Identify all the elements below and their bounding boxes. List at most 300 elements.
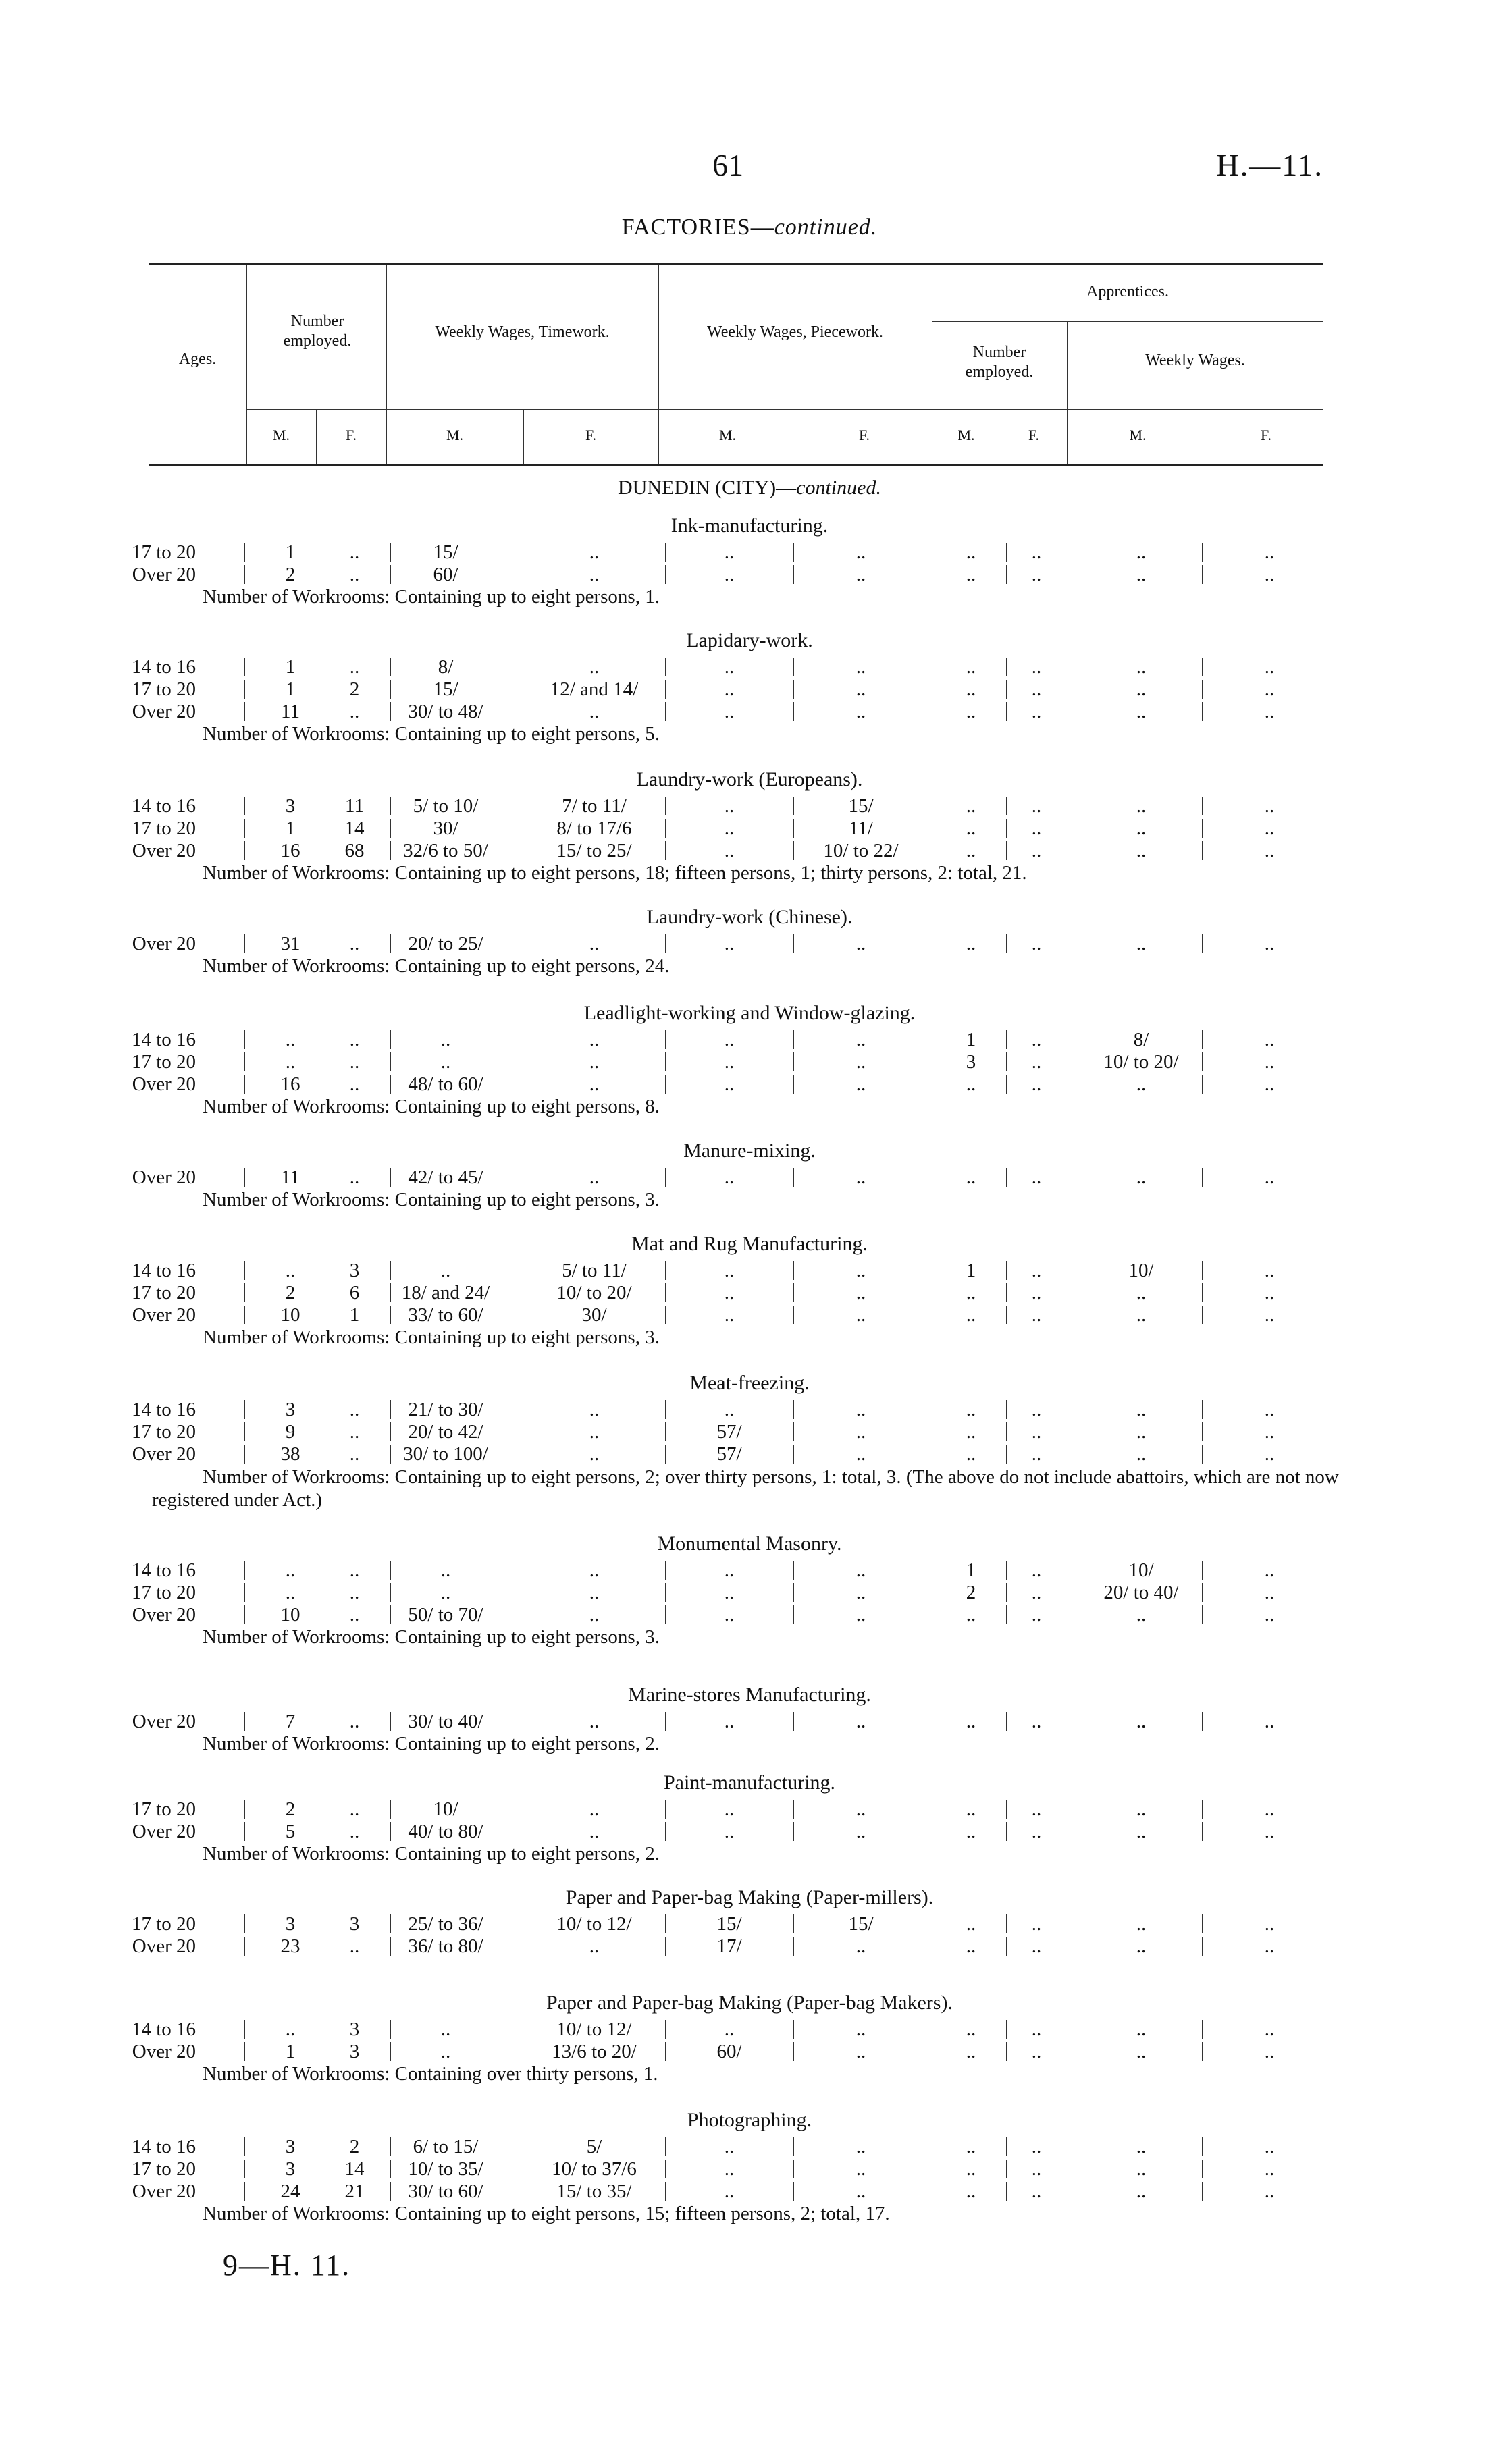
- value-cell: 15/: [848, 795, 874, 817]
- value-cell: ..: [724, 2018, 735, 2040]
- column-rule: [665, 1605, 666, 1624]
- column-rule: [1202, 2137, 1203, 2156]
- value-cell: 25/ to 36/: [408, 1913, 483, 1935]
- column-rule: [665, 819, 666, 838]
- value-cell: ..: [589, 564, 600, 585]
- column-rule: [244, 1914, 245, 1933]
- column-rule: [1202, 1712, 1203, 1731]
- column-rule: [390, 565, 391, 584]
- value-cell: ..: [1264, 840, 1275, 861]
- value-cell: ..: [1136, 1913, 1147, 1935]
- column-rule: [793, 1800, 794, 1819]
- value-cell: ..: [440, 1582, 451, 1603]
- value-cell: ..: [1136, 1167, 1147, 1188]
- column-rule: [665, 1822, 666, 1841]
- value-cell: 30/ to 100/: [403, 1443, 488, 1465]
- header-apprentices: Apprentices.: [1086, 283, 1169, 300]
- column-rule: [1006, 1937, 1007, 1956]
- column-rule: [244, 1712, 245, 1731]
- value-cell: ..: [966, 1167, 976, 1188]
- column-rule: [1006, 1605, 1007, 1624]
- value-cell: 3: [285, 2136, 296, 2158]
- value-cell: 15/: [433, 541, 458, 563]
- table-row: [0, 1073, 1499, 1096]
- value-cell: ..: [856, 1260, 866, 1281]
- workrooms-note: Number of Workrooms: Containing over thirty persons, 1.: [203, 2063, 658, 2085]
- value-cell: ..: [724, 818, 735, 839]
- value-cell: 12/ and 14/: [550, 678, 639, 700]
- value-cell: ..: [349, 541, 360, 563]
- value-cell: 21: [344, 2180, 365, 2202]
- value-cell: ..: [589, 1443, 600, 1465]
- section-title: Paint-manufacturing.: [663, 1771, 836, 1794]
- table-row: [0, 1282, 1499, 1304]
- column-rule: [665, 1400, 666, 1419]
- column-rule: [1202, 1168, 1203, 1187]
- value-cell: ..: [724, 1167, 735, 1188]
- value-cell: ..: [1136, 1282, 1147, 1304]
- value-cell: ..: [1136, 1443, 1147, 1465]
- value-cell: ..: [724, 2158, 735, 2180]
- column-rule: [665, 1075, 666, 1094]
- value-cell: ..: [724, 678, 735, 700]
- column-rule: [244, 1800, 245, 1819]
- column-rule: [1202, 1283, 1203, 1302]
- value-cell: ..: [1264, 1443, 1275, 1465]
- column-rule: [390, 1168, 391, 1187]
- value-cell: ..: [966, 1821, 976, 1842]
- value-cell: ..: [1031, 1260, 1042, 1281]
- header-m: M.: [446, 427, 464, 444]
- age-cell: Over 20: [132, 1073, 196, 1095]
- age-cell: Over 20: [132, 840, 196, 861]
- table-row: [0, 564, 1499, 586]
- value-cell: ..: [1264, 2136, 1275, 2158]
- value-cell: 10/ to 20/: [1103, 1051, 1179, 1073]
- age-cell: 14 to 16: [131, 795, 196, 817]
- column-rule: [793, 2160, 794, 2178]
- column-rule: [793, 841, 794, 860]
- value-cell: ..: [1136, 541, 1147, 563]
- table-header: [149, 263, 1323, 466]
- value-cell: 15/ to 35/: [556, 2180, 632, 2202]
- age-cell: 14 to 16: [131, 2018, 196, 2040]
- value-cell: ..: [724, 1711, 735, 1732]
- page-number: 61: [712, 148, 743, 182]
- value-cell: ..: [966, 1399, 976, 1420]
- value-cell: ..: [1031, 933, 1042, 955]
- value-cell: ..: [966, 1282, 976, 1304]
- value-cell: ..: [1031, 1604, 1042, 1626]
- value-cell: ..: [1264, 1913, 1275, 1935]
- column-rule: [390, 1605, 391, 1624]
- age-cell: 14 to 16: [131, 1559, 196, 1581]
- value-cell: ..: [966, 1913, 976, 1935]
- city-main: DUNEDIN (CITY)—: [618, 477, 797, 499]
- value-cell: ..: [589, 1935, 600, 1957]
- column-rule: [244, 841, 245, 860]
- value-cell: ..: [1031, 564, 1042, 585]
- value-cell: ..: [1136, 840, 1147, 861]
- column-rule: [1006, 1914, 1007, 1933]
- value-cell: 16: [280, 840, 300, 861]
- value-cell: ..: [1136, 933, 1147, 955]
- page-heading: [0, 215, 1499, 240]
- column-rule: [665, 2182, 666, 2201]
- value-cell: ..: [1031, 795, 1042, 817]
- column-rule: [1006, 819, 1007, 838]
- column-rule: [1202, 1052, 1203, 1071]
- value-cell: ..: [1264, 1821, 1275, 1842]
- value-cell: 7/ to 11/: [562, 795, 627, 817]
- value-cell: 15/: [433, 678, 458, 700]
- value-cell: ..: [285, 2018, 296, 2040]
- value-cell: ..: [1264, 1798, 1275, 1820]
- column-rule: [244, 797, 245, 815]
- value-cell: ..: [966, 2018, 976, 2040]
- column-rule: [1202, 1400, 1203, 1419]
- value-cell: ..: [349, 1935, 360, 1957]
- age-cell: 17 to 20: [131, 2158, 196, 2180]
- section-title: Leadlight-working and Window-glazing.: [583, 1002, 916, 1024]
- value-cell: 20/ to 42/: [408, 1421, 483, 1443]
- header-m: M.: [718, 427, 737, 444]
- value-cell: 30/ to 60/: [408, 2180, 483, 2202]
- table-row: [0, 1443, 1499, 1466]
- header-f: F.: [1028, 427, 1039, 444]
- column-rule: [793, 1712, 794, 1731]
- value-cell: ..: [856, 933, 866, 955]
- table-row: [0, 1711, 1499, 1733]
- value-cell: 10/ to 20/: [556, 1282, 632, 1304]
- value-cell: 21/ to 30/: [408, 1399, 483, 1420]
- age-cell: 17 to 20: [131, 818, 196, 839]
- value-cell: ..: [856, 701, 866, 722]
- value-cell: ..: [1031, 1443, 1042, 1465]
- value-cell: ..: [1031, 1304, 1042, 1326]
- value-cell: ..: [1136, 2136, 1147, 2158]
- value-cell: ..: [1031, 1582, 1042, 1603]
- value-cell: ..: [1031, 541, 1042, 563]
- value-cell: ..: [349, 1798, 360, 1820]
- column-rule: [1006, 1030, 1007, 1049]
- header-ages: Ages.: [178, 350, 217, 368]
- value-cell: 8/ to 17/6: [556, 818, 632, 839]
- value-cell: ..: [1136, 564, 1147, 585]
- value-cell: 30/: [433, 818, 458, 839]
- column-rule: [1006, 841, 1007, 860]
- value-cell: ..: [724, 701, 735, 722]
- value-cell: ..: [724, 1559, 735, 1581]
- value-cell: ..: [1031, 1821, 1042, 1842]
- column-rule: [1006, 2020, 1007, 2039]
- column-rule: [793, 1914, 794, 1933]
- value-cell: 1: [285, 656, 296, 678]
- value-cell: ..: [856, 1798, 866, 1820]
- value-cell: 2: [285, 1798, 296, 1820]
- value-cell: ..: [1136, 795, 1147, 817]
- column-rule: [1006, 1168, 1007, 1187]
- value-cell: ..: [1031, 818, 1042, 839]
- workrooms-note: Number of Workrooms: Containing up to eight persons, 8.: [203, 1096, 660, 1117]
- value-cell: ..: [1264, 1421, 1275, 1443]
- value-cell: ..: [966, 2041, 976, 2062]
- column-rule: [244, 2182, 245, 2201]
- table-row: [0, 656, 1499, 678]
- column-rule: [1006, 1400, 1007, 1419]
- column-rule: [665, 680, 666, 699]
- value-cell: ..: [724, 1073, 735, 1095]
- age-cell: 14 to 16: [131, 2136, 196, 2158]
- value-cell: ..: [1264, 1260, 1275, 1281]
- value-cell: 5/ to 10/: [413, 795, 479, 817]
- value-cell: ..: [589, 1399, 600, 1420]
- value-cell: 40/ to 80/: [408, 1821, 483, 1842]
- column-rule: [1006, 1283, 1007, 1302]
- column-rule: [665, 1168, 666, 1187]
- column-rule: [1006, 2137, 1007, 2156]
- age-cell: Over 20: [132, 564, 196, 585]
- value-cell: ..: [1136, 701, 1147, 722]
- column-rule: [390, 658, 391, 676]
- table-row: [0, 2041, 1499, 2063]
- value-cell: 57/: [716, 1421, 742, 1443]
- column-rule: [1006, 1800, 1007, 1819]
- column-rule: [793, 797, 794, 815]
- value-cell: ..: [1031, 1421, 1042, 1443]
- value-cell: ..: [856, 1282, 866, 1304]
- value-cell: ..: [589, 1559, 600, 1581]
- value-cell: ..: [1264, 2041, 1275, 2062]
- value-cell: 1: [966, 1260, 976, 1281]
- value-cell: 10/: [1128, 1260, 1154, 1281]
- value-cell: ..: [1031, 2041, 1042, 2062]
- value-cell: ..: [589, 1798, 600, 1820]
- table-row: [0, 795, 1499, 818]
- value-cell: 11/: [849, 818, 873, 839]
- column-rule: [1202, 702, 1203, 721]
- value-cell: ..: [285, 1559, 296, 1581]
- value-cell: ..: [856, 678, 866, 700]
- column-rule: [244, 1030, 245, 1049]
- heading-italic: continued.: [774, 215, 878, 240]
- section-title: Photographing.: [687, 2109, 812, 2131]
- value-cell: ..: [1264, 1029, 1275, 1050]
- value-cell: ..: [349, 1421, 360, 1443]
- value-cell: ..: [1264, 678, 1275, 700]
- value-cell: ..: [1264, 1711, 1275, 1732]
- value-cell: 2: [966, 1582, 976, 1603]
- value-cell: ..: [1031, 1167, 1042, 1188]
- value-cell: ..: [1031, 1913, 1042, 1935]
- section-title: Lapidary-work.: [686, 629, 813, 651]
- value-cell: ..: [966, 678, 976, 700]
- value-cell: ..: [1264, 2158, 1275, 2180]
- value-cell: ..: [285, 1260, 296, 1281]
- column-rule: [390, 1261, 391, 1280]
- age-cell: 14 to 16: [131, 656, 196, 678]
- age-cell: 17 to 20: [131, 541, 196, 563]
- column-rule: [390, 1822, 391, 1841]
- footer-signature: 9—H. 11.: [223, 2249, 351, 2282]
- header-f: F.: [346, 427, 357, 444]
- value-cell: ..: [724, 1399, 735, 1420]
- value-cell: ..: [349, 1559, 360, 1581]
- age-cell: Over 20: [132, 2041, 196, 2062]
- value-cell: ..: [724, 795, 735, 817]
- value-cell: ..: [1264, 795, 1275, 817]
- column-rule: [390, 702, 391, 721]
- column-rule: [390, 1937, 391, 1956]
- table-row: [0, 1399, 1499, 1421]
- header-f: F.: [1261, 427, 1271, 444]
- table-row: [0, 1304, 1499, 1327]
- column-rule: [665, 1937, 666, 1956]
- header-app-weekly-wages: Weekly Wages.: [1145, 352, 1245, 369]
- value-cell: ..: [1264, 1051, 1275, 1073]
- column-rule: [1006, 1445, 1007, 1464]
- column-rule: [665, 1445, 666, 1464]
- column-rule: [390, 1030, 391, 1049]
- value-cell: ..: [966, 1304, 976, 1326]
- value-cell: ..: [589, 1051, 600, 1073]
- value-cell: ..: [856, 2180, 866, 2202]
- column-rule: [1202, 1030, 1203, 1049]
- value-cell: 2: [285, 564, 296, 585]
- value-cell: 38: [280, 1443, 300, 1465]
- value-cell: ..: [966, 1073, 976, 1095]
- column-rule: [793, 2182, 794, 2201]
- column-rule: [793, 1075, 794, 1094]
- value-cell: 24: [280, 2180, 300, 2202]
- value-cell: ..: [1031, 2180, 1042, 2202]
- column-rule: [665, 934, 666, 953]
- header-weekly-timework: Weekly Wages, Timework.: [435, 323, 610, 341]
- column-rule: [793, 2020, 794, 2039]
- value-cell: ..: [1136, 678, 1147, 700]
- column-rule: [793, 702, 794, 721]
- column-rule: [793, 2042, 794, 2061]
- value-cell: ..: [966, 1935, 976, 1957]
- column-rule: [244, 2042, 245, 2061]
- value-cell: 18/ and 24/: [401, 1282, 490, 1304]
- value-cell: ..: [1136, 1421, 1147, 1443]
- age-cell: 17 to 20: [131, 1051, 196, 1073]
- column-rule: [390, 797, 391, 815]
- table-row: [0, 1051, 1499, 1073]
- value-cell: 20/ to 25/: [408, 933, 483, 955]
- age-cell: Over 20: [132, 701, 196, 722]
- value-cell: 7: [285, 1711, 296, 1732]
- age-cell: Over 20: [132, 1167, 196, 1188]
- column-rule: [1006, 1306, 1007, 1324]
- column-rule: [665, 702, 666, 721]
- column-rule: [665, 797, 666, 815]
- value-cell: ..: [349, 1073, 360, 1095]
- value-cell: ..: [1264, 1282, 1275, 1304]
- column-rule: [390, 2020, 391, 2039]
- section-title: Manure-mixing.: [683, 1140, 816, 1162]
- value-cell: ..: [966, 933, 976, 955]
- workrooms-note: Number of Workrooms: Containing up to eight persons, 1.: [203, 586, 660, 608]
- column-rule: [793, 1030, 794, 1049]
- value-cell: ..: [966, 1711, 976, 1732]
- column-rule: [1202, 797, 1203, 815]
- table-row: [0, 1559, 1499, 1582]
- value-cell: ..: [1136, 1073, 1147, 1095]
- column-rule: [793, 565, 794, 584]
- column-rule: [390, 680, 391, 699]
- value-cell: 68: [344, 840, 365, 861]
- age-cell: Over 20: [132, 1711, 196, 1732]
- value-cell: ..: [856, 564, 866, 585]
- value-cell: 3: [285, 1399, 296, 1420]
- column-rule: [244, 2020, 245, 2039]
- age-cell: 17 to 20: [131, 1282, 196, 1304]
- value-cell: 1: [285, 2041, 296, 2062]
- column-rule: [390, 2137, 391, 2156]
- column-rule: [1006, 1712, 1007, 1731]
- table-row: [0, 1260, 1499, 1282]
- value-cell: 3: [349, 1260, 360, 1281]
- age-cell: Over 20: [132, 933, 196, 955]
- table-row: [0, 840, 1499, 862]
- column-rule: [1006, 543, 1007, 562]
- value-cell: ..: [589, 1029, 600, 1050]
- age-cell: 14 to 16: [131, 1399, 196, 1420]
- column-rule: [793, 1283, 794, 1302]
- value-cell: ..: [724, 2136, 735, 2158]
- header-m: M.: [1129, 427, 1147, 444]
- column-rule: [665, 1422, 666, 1441]
- column-rule: [793, 1400, 794, 1419]
- table-row: [0, 1167, 1499, 1189]
- table-row: [0, 541, 1499, 564]
- value-cell: ..: [589, 1421, 600, 1443]
- value-cell: ..: [966, 564, 976, 585]
- value-cell: ..: [349, 1821, 360, 1842]
- value-cell: ..: [349, 1051, 360, 1073]
- value-cell: ..: [440, 1029, 451, 1050]
- value-cell: 14: [344, 818, 365, 839]
- table-row: [0, 2180, 1499, 2203]
- value-cell: ..: [1136, 818, 1147, 839]
- value-cell: ..: [1264, 1935, 1275, 1957]
- value-cell: 2: [349, 678, 360, 700]
- value-cell: 30/: [581, 1304, 607, 1326]
- value-cell: 10/ to 37/6: [552, 2158, 637, 2180]
- value-cell: ..: [1031, 2018, 1042, 2040]
- column-rule: [1202, 565, 1203, 584]
- column-rule: [244, 1422, 245, 1441]
- column-rule: [244, 2137, 245, 2156]
- value-cell: ..: [724, 656, 735, 678]
- value-cell: 14: [344, 2158, 365, 2180]
- value-cell: ..: [349, 933, 360, 955]
- value-cell: ..: [1264, 1604, 1275, 1626]
- value-cell: 9: [285, 1421, 296, 1443]
- column-rule: [1006, 565, 1007, 584]
- value-cell: ..: [724, 541, 735, 563]
- value-cell: ..: [1031, 1073, 1042, 1095]
- age-cell: Over 20: [132, 1821, 196, 1842]
- column-rule: [1202, 658, 1203, 676]
- table-row: [0, 1604, 1499, 1626]
- section-title: Ink-manufacturing.: [670, 514, 829, 537]
- value-cell: ..: [856, 1711, 866, 1732]
- value-cell: 10/ to 12/: [556, 2018, 632, 2040]
- value-cell: ..: [966, 656, 976, 678]
